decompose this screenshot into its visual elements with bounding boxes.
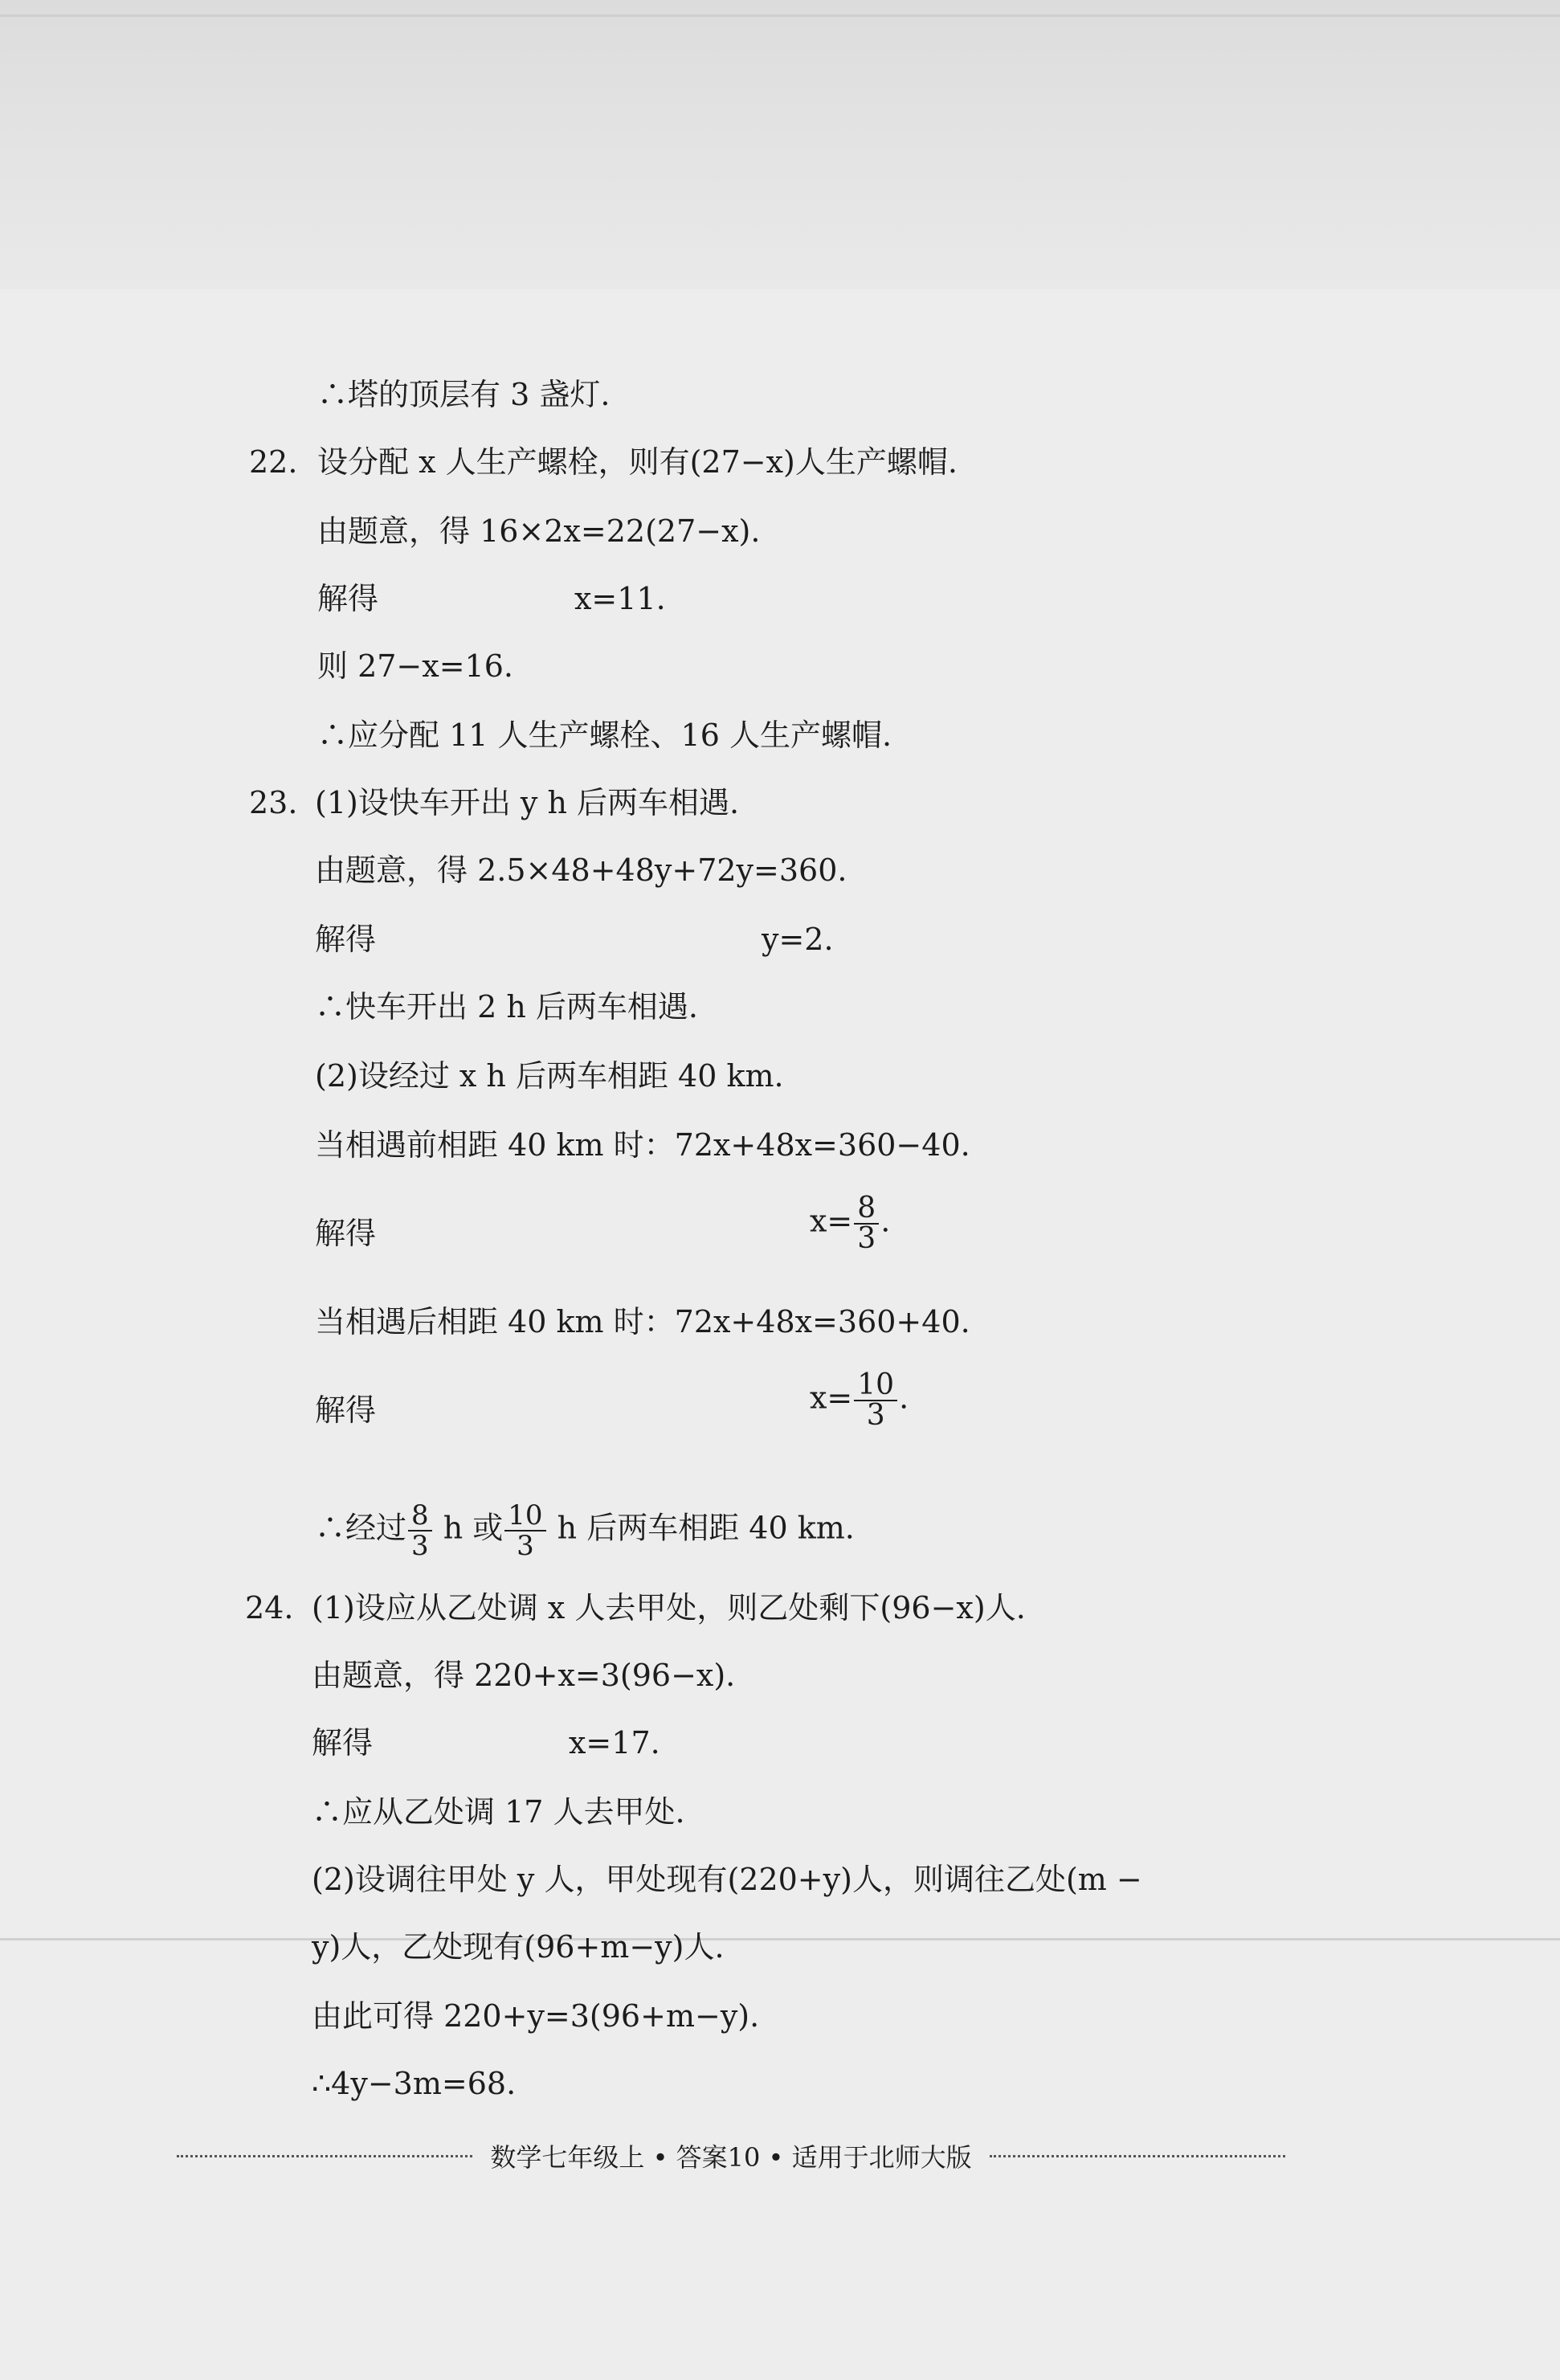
q24-part1-setup: (1)设应从乙处调 x 人去甲处，则乙处剩下(96−x)人. <box>312 1590 1026 1626</box>
q23-part1-setup: (1)设快车开出 y h 后两车相遇. <box>315 785 740 820</box>
q23-solve-label-1: 解得 <box>315 922 377 957</box>
q23-solution-2: x= $\frac{8}{3}$ . <box>810 1192 891 1255</box>
q24-part2-setup-cont: y)人，乙处现有(96+m−y)人. <box>312 1929 725 1965</box>
q23-part1-conclusion: ∴快车开出 2 h 后两车相遇. <box>315 989 698 1024</box>
fraction-10-3: $\frac{10}{3}$ <box>854 1371 897 1430</box>
q22-conclusion: ∴应分配 11 人生产螺栓、16 人生产螺帽. <box>317 718 892 753</box>
q23-conclusion: ∴经过 $\frac{8}{3}$ h 或 $\frac{10}{3}$ h 后两车相距 40 km. <box>315 1499 855 1562</box>
q23-equation: 由题意，得 2.5×48+48y+72y=360. <box>315 853 847 888</box>
q24-equation: 由题意，得 220+x=3(96−x). <box>312 1658 736 1693</box>
q22-equation: 由题意，得 16×2x=22(27−x). <box>317 513 761 549</box>
footer-divider-right <box>990 2155 1285 2157</box>
question-number-22: 22. <box>249 444 298 480</box>
q24-equation-2: 由此可得 220+y=3(96+m−y). <box>312 1998 760 2034</box>
scan-shadow <box>0 0 1560 289</box>
q24-part2-setup: (2)设调往甲处 y 人，甲处现有(220+y)人，则调往乙处(m − <box>312 1862 1142 1897</box>
q23-solution-1: y=2. <box>762 922 834 957</box>
q24-solution: x=17. <box>569 1725 660 1760</box>
q23-case-before: 当相遇前相距 40 km 时：72x+48x=360−40. <box>315 1127 970 1163</box>
page-edge <box>0 14 1560 17</box>
fold-line <box>0 1938 1560 1940</box>
q23-case-after: 当相遇后相距 40 km 时：72x+48x=360+40. <box>315 1304 970 1339</box>
q22-setup: 设分配 x 人生产螺栓，则有(27−x)人生产螺帽. <box>317 444 958 480</box>
q24-solve-label: 解得 <box>312 1725 374 1760</box>
footer-divider-left <box>177 2155 472 2157</box>
q22-then: 则 27−x=16. <box>317 648 513 684</box>
q23-solution-3: x= $\frac{10}{3}$ . <box>810 1368 909 1432</box>
q24-result: ∴4y−3m=68. <box>312 2066 517 2101</box>
q23-solve-label-3: 解得 <box>315 1392 377 1428</box>
q23-part2-setup: (2)设经过 x h 后两车相距 40 km. <box>315 1058 784 1094</box>
page-footer <box>177 2137 1285 2174</box>
question-number-23: 23. <box>249 785 298 820</box>
q23-solve-label-2: 解得 <box>315 1216 377 1251</box>
q24-part1-conclusion: ∴应从乙处调 17 人去甲处. <box>312 1794 685 1830</box>
q22-solve-label: 解得 <box>317 581 379 616</box>
conclusion-line: ∴塔的顶层有 3 盏灯. <box>317 377 611 412</box>
q22-solution: x=11. <box>574 581 666 616</box>
footer-text: 数学七年级上 • 答案10 • 适用于北师大版 <box>490 2142 972 2173</box>
fraction-10-3: $\frac{10}{3}$ <box>504 1501 545 1560</box>
fraction-8-3: $\frac{8}{3}$ <box>854 1194 879 1253</box>
fraction-8-3: $\frac{8}{3}$ <box>408 1501 432 1560</box>
question-number-24: 24. <box>245 1590 294 1626</box>
